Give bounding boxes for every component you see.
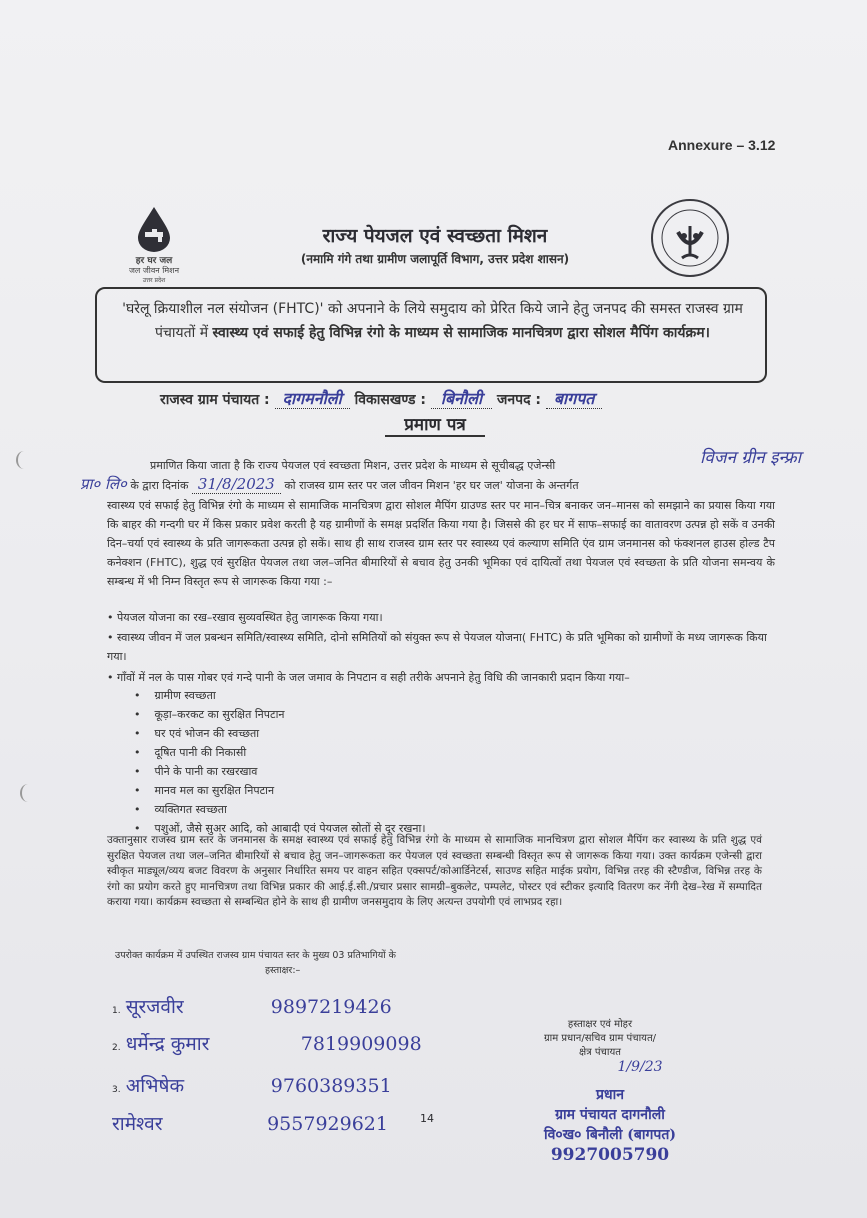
signature-role: ग्राम प्रधान/सचिव ग्राम पंचायत/ [543, 1033, 657, 1044]
sub-bullet-text: पीने के पानी का रखरखाव [154, 765, 258, 778]
participant-name: अभिषेक [125, 1075, 185, 1097]
agency-name-handwritten: विजन ग्रीन इन्फ्रा [700, 448, 802, 468]
participant-num: 3. [112, 1085, 121, 1095]
participant-name: रामेश्वर [112, 1113, 163, 1135]
para1-start [150, 456, 710, 475]
participant-row [112, 1110, 512, 1136]
signature-block [505, 1018, 695, 1074]
bullet-1-text: पेयजल योजना का रख–रखाव सुव्यवस्थित हेतु जागरूक किया गया। [117, 611, 383, 624]
mission-subtitle: (नमामि गंगे तथा ग्रामीण जलापूर्ति विभाग, उत्तर प्रदेश शासन) [300, 252, 570, 266]
district-label: जनपद : [497, 392, 542, 408]
location-fields [160, 387, 602, 409]
para1-text-b: के द्वारा दिनांक [130, 479, 189, 492]
signature-date-handwritten: 1/9/23 [617, 1059, 663, 1075]
bullet-2: • स्वास्थ्य जीवन में जल प्रबन्धन समिति/स्वास्थ्य समिति, दोनो समितियों को संयुक्त रूप से पेयजल योजना( FHTC) के प्रति भूमिका को ग्रामीणों के मध्य जागरूक किया गया। [107, 631, 767, 663]
sub-bullet-text: ग्रामीण स्वच्छता [154, 689, 216, 702]
punch-hole [16, 451, 32, 469]
logo-line1: हर घर जल [135, 256, 173, 266]
block-label: विकासखण्ड : [354, 392, 426, 408]
har-ghar-jal-logo [118, 205, 190, 286]
program-text-b: स्वास्थ्य एवं सफाई हेतु विभिन्न रंगो के माध्यम से सामाजिक मानचित्रण द्वारा सोशल मैपिंग कार्यक्रम। [212, 325, 710, 341]
participant-phone: 9760389351 [270, 1075, 392, 1097]
pradhan-stamp [505, 1085, 715, 1165]
logo-line3: उत्तर प्रदेश [142, 277, 166, 284]
program-description [110, 297, 755, 345]
annexure-label: Annexure – 3.12 [668, 137, 776, 153]
mission-title: राज्य पेयजल एवं स्वच्छता मिशन [322, 225, 548, 247]
signature-label: हस्ताक्षर एवं मोहर [567, 1019, 633, 1030]
page-number: 14 [420, 1112, 434, 1125]
participant-name: सूरजवीर [125, 996, 184, 1018]
participant-phone: 9557929621 [267, 1113, 388, 1135]
participants-heading [115, 948, 475, 978]
bullet-3-text: गाँवों में नल के पास गोबर एवं गन्दे पानी के जल जमाव के निपटान व सही तरीके अपनाने हेतु विधि की जानकारी प्रदान किया गया– [117, 671, 630, 684]
agency-suffix-handwritten: प्रा० लि० [80, 475, 127, 493]
water-drop-tap-icon [134, 205, 174, 253]
participant-row [112, 1072, 512, 1098]
bullet-2-text: स्वास्थ्य जीवन में जल प्रबन्धन समिति/स्वास्थ्य समिति, दोनो समितियों को संयुक्त रूप से पेयजल योजना( FHTC) के प्रति भूमिका को ग्रामीणों के मध्य जागरूक किया गया। [107, 631, 767, 663]
sub-bullet: • घर एवं भोजन की स्वच्छता [134, 727, 260, 740]
program-text-a: 'घरेलू क्रियाशील नल संयोजन (FHTC)' को अपनाने के लिये समुदाय को प्रेरित किये जाने हेतु जनपद की समस्त राजस्व ग्राम पंचायतों में [122, 301, 743, 341]
certificate-title: प्रमाण पत्र [385, 412, 485, 437]
pradhan-phone-handwritten: 9927005790 [550, 1145, 670, 1165]
participant-num: 1. [112, 1006, 121, 1016]
sub-bullet-text: मानव मल का सुरक्षित निपटान [154, 784, 275, 797]
sub-bullet-text: घर एवं भोजन की स्वच्छता [154, 727, 260, 740]
sub-bullet-text: पशुओं, जैसे सुअर आदि, को आबादी एवं पेयजल स्रोतों से दूर रखना। [154, 822, 426, 835]
stamp-line2: ग्राम पंचायत दागनौली [555, 1107, 665, 1123]
participant-row [112, 993, 512, 1019]
sub-bullet-list [134, 686, 734, 838]
sub-bullet: • पीने के पानी का रखरखाव [134, 765, 258, 778]
para1-text-a: प्रमाणित किया जाता है कि राज्य पेयजल एवं स्वच्छता मिशन, उत्तर प्रदेश के माध्यम से सूचीबद्ध एजेन्सी [150, 459, 556, 472]
block-value: बिनौली [431, 389, 492, 409]
para1-body: स्वास्थ्य एवं सफाई हेतु विभिन्न रंगो के माध्यम से सामाजिक मानचित्रण द्वारा सोशल मैपिंग ग्राउण्ड स्तर पर मान–चित्र बनाकर जन–मानस को समझाने का प्रयास किया गया कि बाहर की गन्दगी घर में किस प्रकार प्रवेश करती है यह ग्रामीणों के समक्ष प्रदर्शित किया गया है। जिससे की हर घर में साफ–सफाई का वातावरण उत्पन्न हो सकें व उनकी दिन–चर्या एवं स्वास्थ्य के प्रति जागरूकता उत्पन्न हो सकें। साथ ही साथ राजस्व ग्राम स्तर पर स्वास्थ्य एवं कल्याण समिति एंव ग्राम जनमानस को फंक्शनल हाउस होल्ड टैप कनेक्शन (FHTC), शुद्ध एवं सुरक्षित पेयजल तथा जल–जनित बीमारियों से बचाव हेतु उनकी भूमिका एवं दायित्वों तथा पेयजल एवं स्वच्छता के प्रति योजना समन्वय के सम्बन्ध में भी निम्न विस्तृत रूप से जागरूक किया गया :– [107, 499, 775, 588]
participant-phone: 7819909098 [300, 1033, 422, 1055]
participant-num: 2. [112, 1043, 121, 1053]
district-value: बागपत [546, 389, 603, 409]
sub-bullet: • ग्रामीण स्वच्छता [134, 689, 216, 702]
program-date-handwritten: 31/8/2023 [192, 475, 281, 494]
stamp-line1: प्रधान [596, 1087, 624, 1103]
bullet-3: • गाँवों में नल के पास गोबर एवं गन्दे पानी के जल जमाव के निपटान व सही तरीके अपनाने हेतु विधि की जानकारी प्रदान किया गया– [107, 671, 630, 684]
sub-bullet: • कूड़ा–करकट का सुरक्षित निपटान [134, 708, 285, 721]
participant-phone: 9897219426 [270, 996, 392, 1018]
sub-bullet-text: व्यक्तिगत स्वच्छता [154, 803, 227, 816]
stamp-line3: वि०ख० बिनौली (बागपत) [544, 1127, 676, 1143]
gp-label: राजस्व ग्राम पंचायत : [160, 392, 270, 408]
sub-bullet: • मानव मल का सुरक्षित निपटान [134, 784, 275, 797]
para1-text-c: को राजस्व ग्राम स्तर पर जल जीवन मिशन 'हर घर जल' योजना के अन्तर्गत [284, 479, 579, 492]
logo-line2: जल जीवन मिशन [128, 266, 180, 275]
participants-heading-b: हस्ताक्षर:– [265, 965, 301, 976]
participant-name: धर्मेन्द्र कुमार [125, 1033, 210, 1055]
signature-role-2: क्षेत्र पंचायत [579, 1047, 621, 1058]
sub-bullet-text: कूड़ा–करकट का सुरक्षित निपटान [154, 708, 285, 721]
sub-bullet: • पशुओं, जैसे सुअर आदि, को आबादी एवं पेयजल स्रोतों से दूर रखना। [134, 822, 426, 835]
participants-heading-a: उपरोक्त कार्यक्रम में उपस्थित राजस्व ग्राम पंचायत स्तर के मुख्य 03 प्रतिभागियों के [115, 950, 396, 961]
sub-bullet-text: दूषित पानी की निकासी [154, 746, 247, 759]
sub-bullet: • दूषित पानी की निकासी [134, 746, 247, 759]
gp-value: दागमनौली [275, 389, 350, 409]
participant-row [112, 1030, 512, 1056]
bullet-1: • पेयजल योजना का रख–रखाव सुव्यवस्थित हेतु जागरूक किया गया। [107, 611, 383, 624]
sub-bullet: • व्यक्तिगत स्वच्छता [134, 803, 227, 816]
para2: उक्तानुसार राजस्व ग्राम स्तर के जनमानस के समक्ष स्वास्थ्य एवं सफाई हेतु विभिन्न रंगो के माध्यम से सामाजिक मानचित्रण द्वारा सोशल मैपिंग कर स्वास्थ्य के प्रति शुद्ध एवं सुरक्षित पेयजल तथा जल–जनित बीमारियों से बचाव हेतु जन–जागरूकता कर पेयजल एवं स्वच्छता सम्बन्धी विस्तृत रूप से जागरूक किया गया। उक्त कार्यक्रम एजेन्सी द्वारा स्वीकृत माड्यूल/व्यय बजट विवरण के अनुसार निर्धारित समय पर वाहन सहित एक्सपर्ट/कोआर्डिनेटर्स, साउण्ड सहित माईक प्रयोग, विभिन्न तरह की स्टैण्डीज, विभिन्न तरह के रंगो का प्रयोग करते हुए मानचित्रण तथा विभिन्न प्रकार की आई.ई.सी./प्रचार प्रसार सामग्री–बुकलेट, पम्पलेट, पोस्टर एवं स्टीकर इत्यादि वितरण कर नेंगी देख–रेख में सम्पादित कराया गया। कार्यक्रम स्वच्छता से सम्बन्धित होने के साथ ही ग्रामीण जनसमुदाय के लिए अत्यन्त उपयोगी एवं लाभप्रद रहा। [107, 834, 762, 908]
para1-line2 [80, 475, 780, 495]
punch-hole [20, 784, 36, 802]
